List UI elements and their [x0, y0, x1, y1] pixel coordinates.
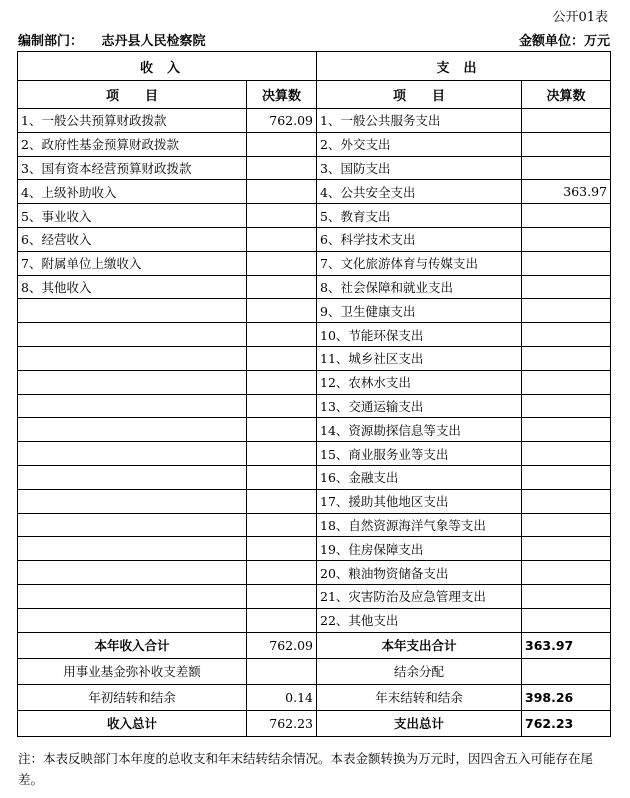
expense-item: 21、灾害防治及应急管理支出 — [317, 584, 522, 608]
table-row — [18, 489, 611, 513]
income-item — [18, 442, 247, 466]
adjustment-row — [18, 658, 611, 684]
income-amount — [247, 156, 317, 180]
income-amount: 762.09 — [247, 109, 317, 133]
expense-amount — [522, 323, 611, 347]
income-item — [18, 513, 247, 537]
income-total-label: 本年收入合计 — [18, 632, 247, 658]
surplus-distribution-value — [522, 658, 611, 684]
table-row — [18, 418, 611, 442]
expense-item: 16、金融支出 — [317, 465, 522, 489]
expense-amount — [522, 109, 611, 133]
expense-amount — [522, 275, 611, 299]
table-row — [18, 584, 611, 608]
col-income-item: 项 目 — [18, 81, 247, 109]
fund-gap-label: 用事业基金弥补收支差额 — [18, 658, 247, 684]
income-amount — [247, 418, 317, 442]
income-amount — [247, 204, 317, 228]
income-grand-total-label: 收入总计 — [18, 710, 247, 736]
income-item: 7、附属单位上缴收入 — [18, 251, 247, 275]
expense-item: 11、城乡社区支出 — [317, 346, 522, 370]
begin-balance-label: 年初结转和结余 — [18, 684, 247, 710]
income-amount — [247, 442, 317, 466]
table-row — [18, 180, 611, 204]
table-row — [18, 442, 611, 466]
meta-row — [18, 30, 610, 49]
income-amount — [247, 132, 317, 156]
table-row — [18, 251, 611, 275]
surplus-distribution-label: 结余分配 — [317, 658, 522, 684]
table-row — [18, 537, 611, 561]
income-item — [18, 608, 247, 632]
income-item — [18, 394, 247, 418]
expense-grand-total-value: 762.23 — [522, 710, 611, 736]
section-header-row — [18, 52, 611, 81]
footnote: 注：本表反映部门本年度的总收支和年末结转结余情况。本表金额转换为万元时，因四舍五入可能存在尾差。 — [18, 751, 594, 787]
income-item — [18, 370, 247, 394]
table-row — [18, 561, 611, 585]
department-name: 志丹县人民检察院 — [101, 34, 206, 49]
income-amount — [247, 323, 317, 347]
expense-item: 18、自然资源海洋气象等支出 — [317, 513, 522, 537]
income-item: 8、其他收入 — [18, 275, 247, 299]
col-expense-amount: 决算数 — [522, 81, 611, 109]
expense-item: 22、其他支出 — [317, 608, 522, 632]
income-item: 2、政府性基金预算财政拨款 — [18, 132, 247, 156]
expense-item: 19、住房保障支出 — [317, 537, 522, 561]
balance-row — [18, 684, 611, 710]
end-balance-label: 年末结转和结余 — [317, 684, 522, 710]
expense-item: 4、公共安全支出 — [317, 180, 522, 204]
income-item: 4、上级补助收入 — [18, 180, 247, 204]
expense-amount — [522, 561, 611, 585]
expense-amount — [522, 418, 611, 442]
income-amount — [247, 465, 317, 489]
income-item — [18, 323, 247, 347]
col-income-amount: 决算数 — [247, 81, 317, 109]
table-row — [18, 227, 611, 251]
expense-grand-total-label: 支出总计 — [317, 710, 522, 736]
expense-amount — [522, 513, 611, 537]
expense-amount: 363.97 — [522, 180, 611, 204]
income-amount — [247, 251, 317, 275]
expense-amount — [522, 394, 611, 418]
total-row — [18, 632, 611, 658]
expense-total-label: 本年支出合计 — [317, 632, 522, 658]
grand-total-row — [18, 710, 611, 736]
expense-amount — [522, 465, 611, 489]
table-row — [18, 608, 611, 632]
expense-item: 10、节能环保支出 — [317, 323, 522, 347]
expense-amount — [522, 489, 611, 513]
expense-amount — [522, 251, 611, 275]
expense-item: 9、卫生健康支出 — [317, 299, 522, 323]
expense-amount — [522, 156, 611, 180]
expense-item: 13、交通运输支出 — [317, 394, 522, 418]
income-amount — [247, 513, 317, 537]
expense-amount — [522, 204, 611, 228]
income-item — [18, 561, 247, 585]
income-item — [18, 489, 247, 513]
income-item — [18, 346, 247, 370]
unit-label: 金额单位：万元 — [518, 34, 610, 49]
expense-item: 6、科学技术支出 — [317, 227, 522, 251]
expense-item: 1、一般公共服务支出 — [317, 109, 522, 133]
expense-item: 20、粮油物资储备支出 — [317, 561, 522, 585]
expense-amount — [522, 584, 611, 608]
income-item: 1、一般公共预算财政拨款 — [18, 109, 247, 133]
expense-item: 5、教育支出 — [317, 204, 522, 228]
expense-item: 14、资源勘探信息等支出 — [317, 418, 522, 442]
department-info — [18, 30, 206, 49]
section-expense: 支出 — [317, 52, 611, 81]
expense-item: 12、农林水支出 — [317, 370, 522, 394]
expense-item: 15、商业服务业等支出 — [317, 442, 522, 466]
expense-amount — [522, 346, 611, 370]
income-item: 6、经营收入 — [18, 227, 247, 251]
income-grand-total-value: 762.23 — [247, 710, 317, 736]
expense-amount — [522, 537, 611, 561]
income-total-value: 762.09 — [247, 632, 317, 658]
col-expense-item: 项 目 — [317, 81, 522, 109]
income-amount — [247, 370, 317, 394]
income-amount — [247, 299, 317, 323]
table-row — [18, 394, 611, 418]
table-row — [18, 465, 611, 489]
expense-amount — [522, 608, 611, 632]
form-code: 公开01表 — [552, 10, 608, 25]
income-amount — [247, 584, 317, 608]
table-row — [18, 299, 611, 323]
table-row — [18, 156, 611, 180]
income-item — [18, 299, 247, 323]
expense-amount — [522, 370, 611, 394]
end-balance-value: 398.26 — [522, 684, 611, 710]
income-item: 5、事业收入 — [18, 204, 247, 228]
table-row — [18, 275, 611, 299]
column-header-row — [18, 81, 611, 109]
expense-item: 8、社会保障和就业支出 — [317, 275, 522, 299]
income-amount — [247, 608, 317, 632]
expense-item: 17、援助其他地区支出 — [317, 489, 522, 513]
income-amount — [247, 561, 317, 585]
expense-item: 7、文化旅游体育与传媒支出 — [317, 251, 522, 275]
expense-amount — [522, 227, 611, 251]
expense-amount — [522, 132, 611, 156]
table-row — [18, 370, 611, 394]
income-amount — [247, 537, 317, 561]
table-row — [18, 346, 611, 370]
table-row — [18, 513, 611, 537]
income-item — [18, 584, 247, 608]
department-label: 编制部门： — [18, 34, 84, 49]
income-item — [18, 465, 247, 489]
income-amount — [247, 489, 317, 513]
expense-total-value: 363.97 — [522, 632, 611, 658]
table-row — [18, 109, 611, 133]
section-income: 收入 — [18, 52, 317, 81]
income-amount — [247, 346, 317, 370]
income-item — [18, 418, 247, 442]
table-row — [18, 323, 611, 347]
expense-amount — [522, 442, 611, 466]
income-amount — [247, 227, 317, 251]
expense-item: 3、国防支出 — [317, 156, 522, 180]
expense-amount — [522, 299, 611, 323]
income-amount — [247, 180, 317, 204]
income-item: 3、国有资本经营预算财政拨款 — [18, 156, 247, 180]
income-amount — [247, 394, 317, 418]
fund-gap-value — [247, 658, 317, 684]
expense-item: 2、外交支出 — [317, 132, 522, 156]
table-row — [18, 132, 611, 156]
income-expense-table — [17, 51, 611, 737]
income-amount — [247, 275, 317, 299]
income-item — [18, 537, 247, 561]
table-row — [18, 204, 611, 228]
begin-balance-value: 0.14 — [247, 684, 317, 710]
